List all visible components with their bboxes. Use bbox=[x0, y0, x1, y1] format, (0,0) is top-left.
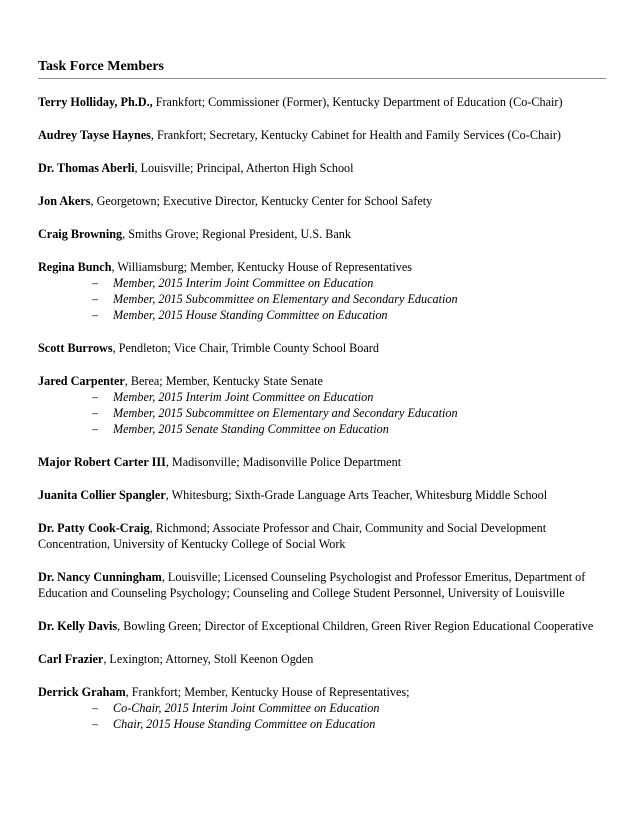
committee-item bbox=[38, 307, 606, 323]
member-name: Terry Holliday, Ph.D., bbox=[38, 95, 153, 109]
member-entry bbox=[38, 160, 606, 176]
member-entry bbox=[38, 618, 606, 634]
member-line bbox=[38, 454, 606, 470]
member-entry bbox=[38, 454, 606, 470]
committee-text: Member, 2015 Subcommittee on Elementary and Secondary Education bbox=[113, 406, 458, 420]
member-name: Jon Akers bbox=[38, 194, 91, 208]
member-name: Carl Frazier bbox=[38, 652, 104, 666]
dash-bullet-icon: – bbox=[92, 308, 99, 322]
committee-text: Member, 2015 Interim Joint Committee on Education bbox=[113, 276, 374, 290]
member-details: , Frankfort; Member, Kentucky House of Representatives; bbox=[125, 685, 410, 699]
member-line bbox=[38, 618, 606, 634]
member-entry bbox=[38, 520, 606, 552]
member-list bbox=[38, 94, 606, 749]
committee-list bbox=[38, 700, 606, 732]
member-entry bbox=[38, 340, 606, 356]
committee-list bbox=[38, 275, 606, 323]
member-line bbox=[38, 651, 606, 667]
member-details: , Georgetown; Executive Director, Kentucky Center for School Safety bbox=[90, 194, 433, 208]
member-name: Audrey Tayse Haynes bbox=[38, 128, 151, 142]
committee-text: Chair, 2015 House Standing Committee on Education bbox=[113, 717, 376, 731]
member-name: Scott Burrows bbox=[38, 341, 113, 355]
member-entry bbox=[38, 569, 606, 601]
member-line bbox=[38, 94, 606, 110]
member-line bbox=[38, 373, 606, 389]
committee-item bbox=[38, 405, 606, 421]
member-name: Regina Bunch bbox=[38, 260, 112, 274]
committee-text: Member, 2015 Interim Joint Committee on Education bbox=[113, 390, 374, 404]
member-line bbox=[38, 340, 606, 356]
member-name: Derrick Graham bbox=[38, 685, 126, 699]
committee-list bbox=[38, 389, 606, 437]
committee-text: Member, 2015 House Standing Committee on Education bbox=[113, 308, 388, 322]
member-name: Jared Carpenter bbox=[38, 374, 125, 388]
member-line bbox=[38, 160, 606, 176]
dash-bullet-icon: – bbox=[92, 406, 99, 420]
member-entry bbox=[38, 94, 606, 110]
member-details: , Smiths Grove; Regional President, U.S. Bank bbox=[122, 227, 351, 241]
member-entry bbox=[38, 193, 606, 209]
member-entry bbox=[38, 487, 606, 503]
member-line bbox=[38, 569, 606, 601]
dash-bullet-icon: – bbox=[92, 717, 99, 731]
member-name: Dr. Patty Cook-Craig bbox=[38, 521, 150, 535]
member-name: Dr. Thomas Aberli bbox=[38, 161, 135, 175]
member-entry bbox=[38, 684, 606, 732]
member-entry bbox=[38, 127, 606, 143]
dash-bullet-icon: – bbox=[92, 422, 99, 436]
member-details: Frankfort; Commissioner (Former), Kentucky Department of Education (Co-Chair) bbox=[152, 95, 563, 109]
committee-text: Co-Chair, 2015 Interim Joint Committee on Education bbox=[113, 701, 380, 715]
member-line bbox=[38, 487, 606, 503]
committee-item bbox=[38, 700, 606, 716]
member-name: Juanita Collier Spangler bbox=[38, 488, 166, 502]
member-line bbox=[38, 520, 606, 552]
member-details: , Lexington; Attorney, Stoll Keenon Ogden bbox=[103, 652, 314, 666]
committee-text: Member, 2015 Senate Standing Committee on Education bbox=[113, 422, 389, 436]
dash-bullet-icon: – bbox=[92, 390, 99, 404]
section-heading: Task Force Members bbox=[38, 59, 164, 74]
member-name: Craig Browning bbox=[38, 227, 123, 241]
member-details: , Williamsburg; Member, Kentucky House of Representatives bbox=[111, 260, 412, 274]
member-line bbox=[38, 193, 606, 209]
member-details: , Bowling Green; Director of Exceptional Children, Green River Region Educational Cooperative bbox=[117, 619, 594, 633]
member-details: , Frankfort; Secretary, Kentucky Cabinet for Health and Family Services (Co-Chair) bbox=[150, 128, 561, 142]
member-entry bbox=[38, 226, 606, 242]
member-entry bbox=[38, 651, 606, 667]
member-entry bbox=[38, 259, 606, 323]
member-details: , Richmond; Associate Professor and Chair, Community and Social Development Concentration, University of Kentucky College of Social Work bbox=[38, 521, 547, 551]
member-line bbox=[38, 259, 606, 275]
member-line bbox=[38, 226, 606, 242]
dash-bullet-icon: – bbox=[92, 276, 99, 290]
member-details: , Berea; Member, Kentucky State Senate bbox=[124, 374, 323, 388]
member-name: Dr. Nancy Cunningham bbox=[38, 570, 162, 584]
member-details: , Louisville; Principal, Atherton High School bbox=[134, 161, 354, 175]
dash-bullet-icon: – bbox=[92, 701, 99, 715]
member-details: , Pendleton; Vice Chair, Trimble County School Board bbox=[112, 341, 379, 355]
member-details: , Louisville; Licensed Counseling Psychologist and Professor Emeritus, Department of Education and Counseling Psychology; Counseling and College Student Personnel, University of Louisville bbox=[38, 570, 586, 600]
member-name: Major Robert Carter III bbox=[38, 455, 166, 469]
member-name: Dr. Kelly Davis bbox=[38, 619, 118, 633]
member-line bbox=[38, 127, 606, 143]
dash-bullet-icon: – bbox=[92, 292, 99, 306]
member-line bbox=[38, 684, 606, 700]
committee-item bbox=[38, 421, 606, 437]
committee-item bbox=[38, 389, 606, 405]
committee-item bbox=[38, 275, 606, 291]
committee-text: Member, 2015 Subcommittee on Elementary and Secondary Education bbox=[113, 292, 458, 306]
member-entry bbox=[38, 373, 606, 437]
member-details: , Whitesburg; Sixth-Grade Language Arts Teacher, Whitesburg Middle School bbox=[165, 488, 548, 502]
committee-item bbox=[38, 716, 606, 732]
committee-item bbox=[38, 291, 606, 307]
member-details: , Madisonville; Madisonville Police Department bbox=[165, 455, 402, 469]
heading-rule bbox=[38, 78, 606, 79]
